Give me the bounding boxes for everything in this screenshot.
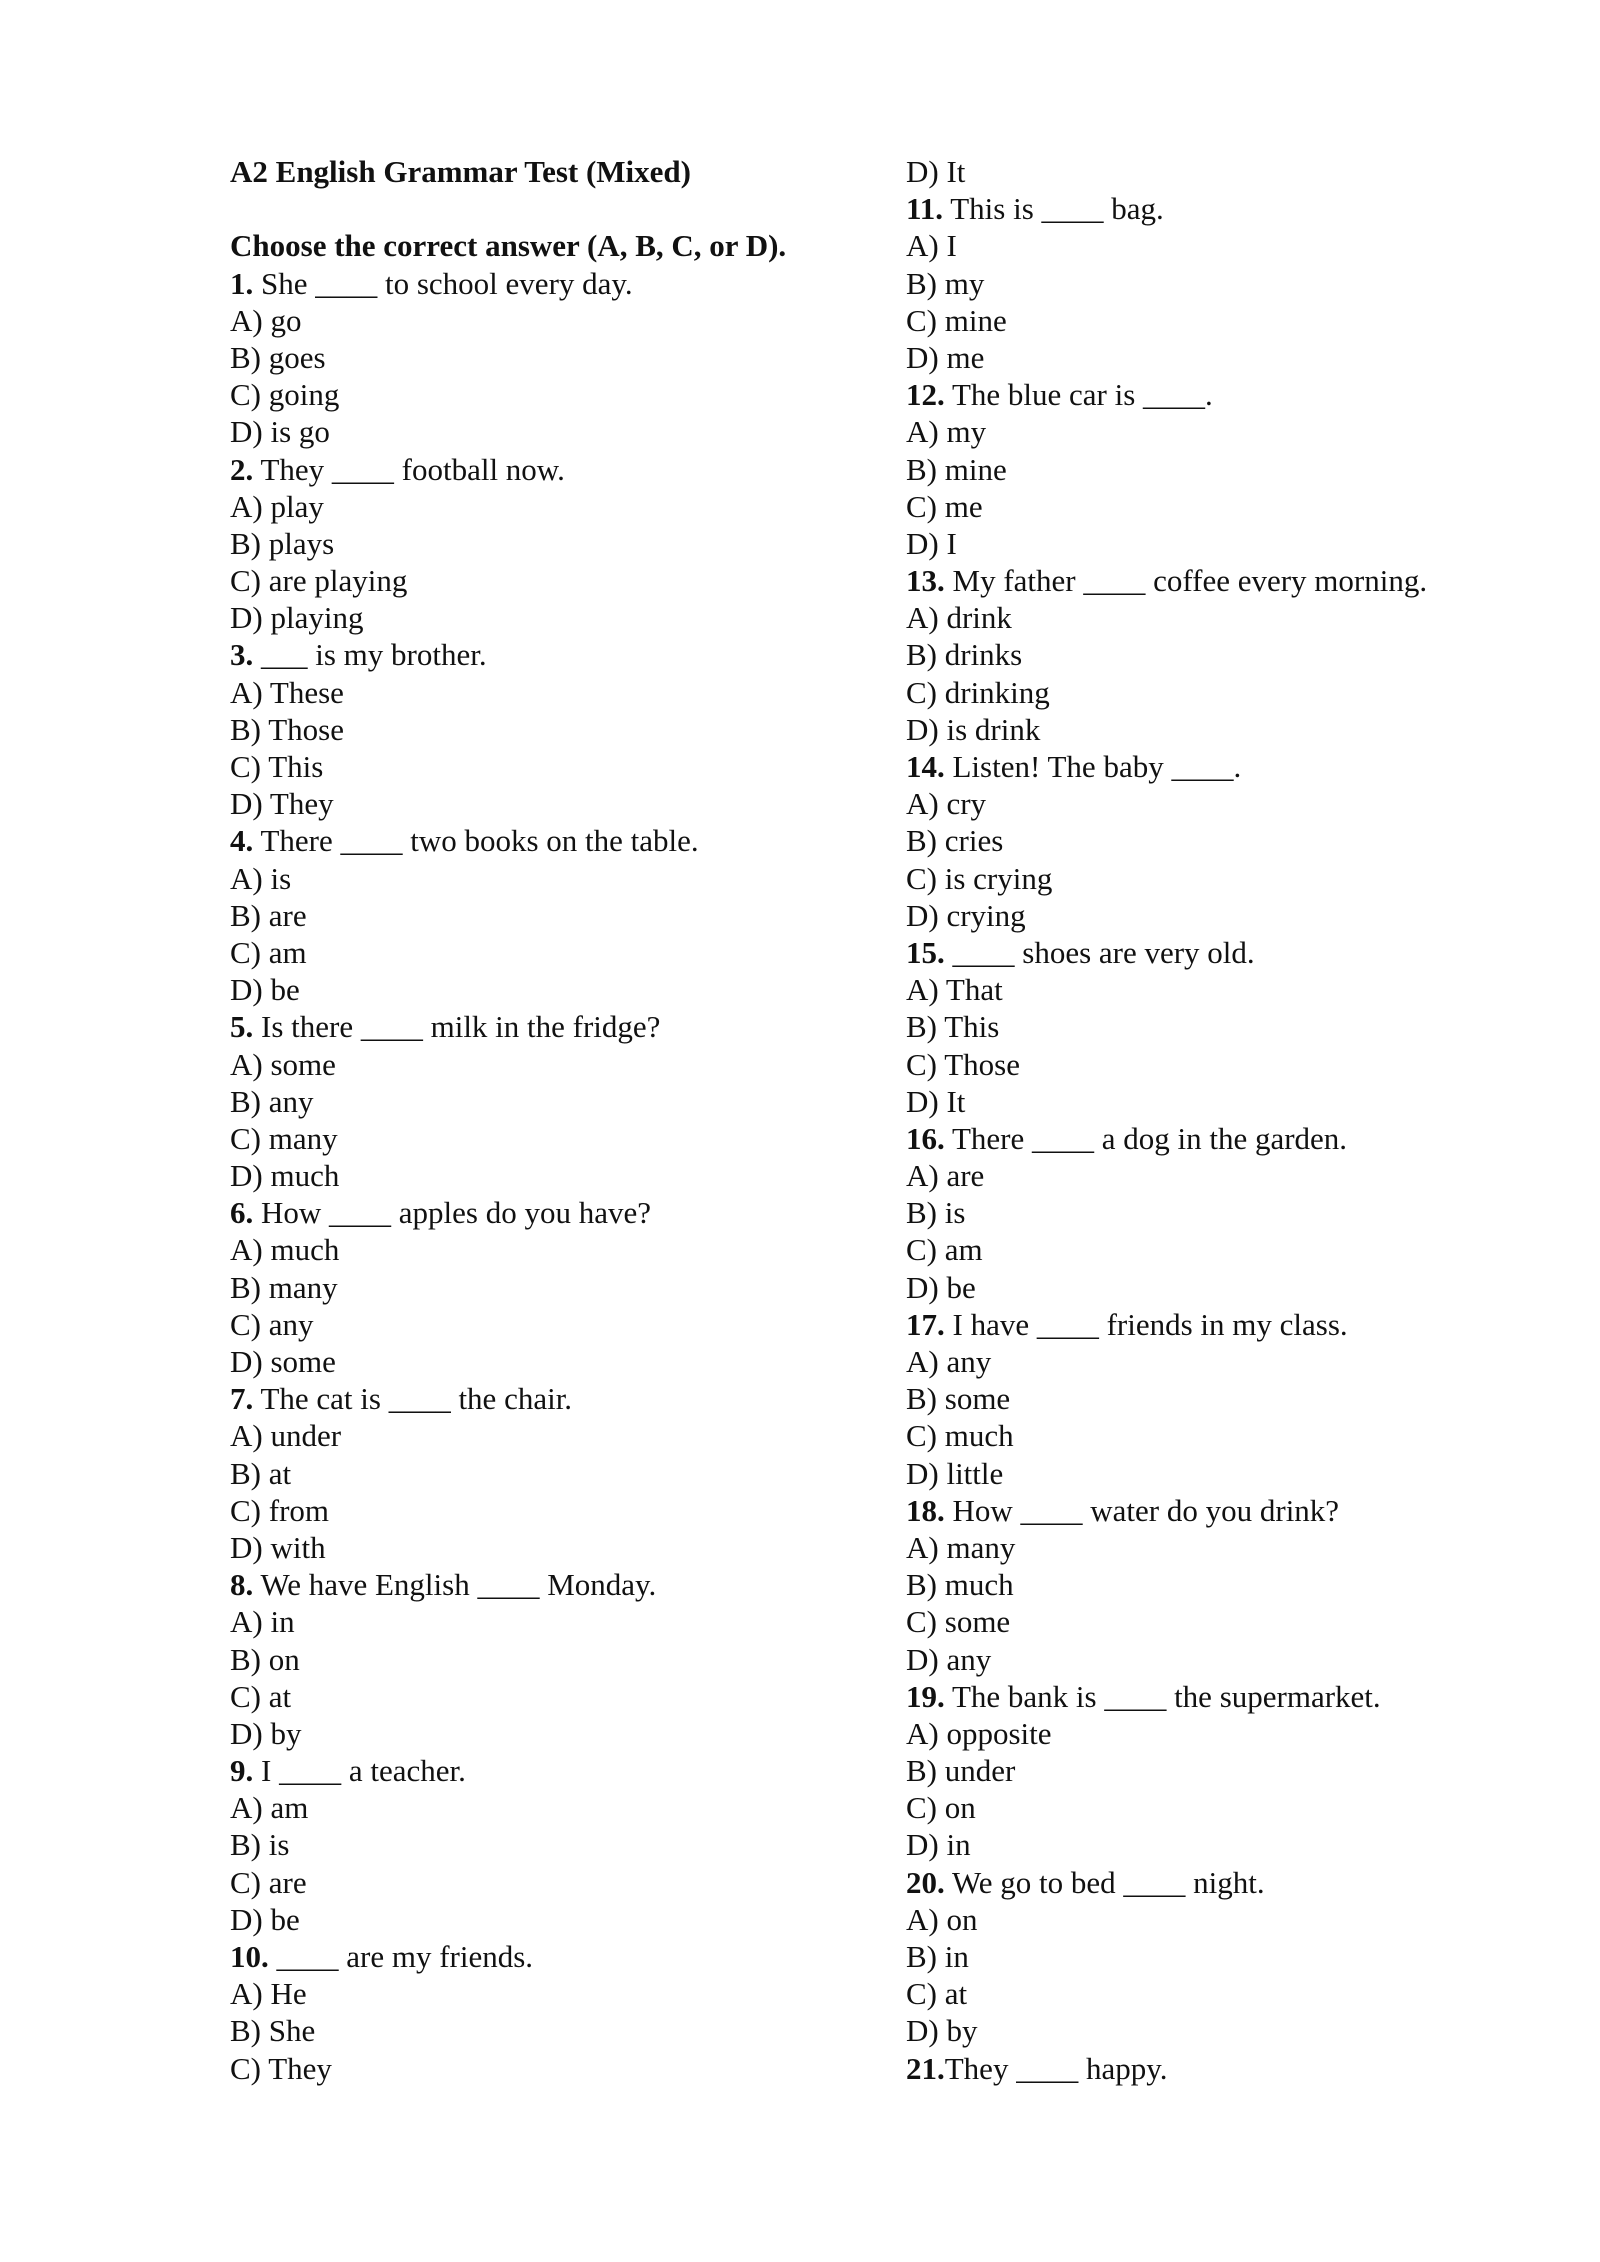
answer-option: C) going [230,377,340,413]
answer-option: C) is crying [906,860,1053,896]
answer-option: B) goes [230,339,326,375]
question-stem: I have ____ friends in my class. [944,1306,1348,1342]
question-stem: How ____ apples do you have? [253,1195,651,1231]
question-text [906,1678,1526,1715]
answer-option: B) on [230,1641,300,1677]
question-number: 17. [906,1306,945,1342]
answer-option: A) play [230,488,324,524]
question-text [230,265,870,302]
question-stem: ____ are my friends. [268,1939,534,1974]
left-column [230,153,870,2087]
question-stem: The blue car is ____. [944,377,1213,413]
question-text [230,822,870,859]
question-text [906,748,1526,785]
answer-option: A) I [906,228,957,264]
answer-option: D) in [906,1827,971,1863]
question-number: 19. [906,1678,945,1714]
answer-option: C) am [906,1232,983,1268]
answer-option: B) any [230,1083,314,1119]
answer-option: A) many [906,1529,1016,1565]
question-number: 3. [230,637,254,673]
answer-option: A) are [906,1158,985,1194]
blank-line [230,190,870,227]
question-stem: There ____ two books on the table. [253,823,699,859]
answer-option: A) am [230,1790,309,1826]
question-text [230,1008,870,1045]
answer-option: D) me [906,339,985,375]
answer-option: B) my [906,265,985,301]
question-number: 9. [230,1753,254,1789]
answer-option: A) That [906,972,1003,1008]
answer-option: B) This [906,1009,1000,1045]
page-title: A2 English Grammar Test (Mixed) [230,154,691,189]
question-text [230,1752,870,1789]
answer-option: C) some [906,1604,1011,1640]
answer-option: B) under [906,1753,1016,1789]
answer-option: A) in [230,1604,295,1640]
question-text [906,1864,1526,1901]
answer-option: D) be [906,1269,976,1305]
question-text [906,1492,1526,1529]
question-stem: We go to bed ____ night. [944,1864,1265,1900]
answer-option: D) much [230,1158,340,1194]
question-number: 15. [906,934,945,970]
answer-option: A) drink [906,600,1012,636]
question-text [230,1566,870,1603]
answer-option: A) go [230,302,302,338]
question-stem: I ____ a teacher. [253,1753,466,1789]
answer-option: B) in [906,1939,969,1974]
question-stem: We have English ____ Monday. [253,1567,657,1603]
answer-option: B) Those [230,711,344,747]
question-number: 6. [230,1195,254,1231]
answer-option: B) drinks [906,637,1023,673]
answer-option: D) is go [230,414,330,450]
answer-option: B) some [906,1381,1011,1417]
question-text [906,1120,1526,1157]
answer-option: C) mine [906,302,1007,338]
question-text [230,1194,870,1231]
answer-option: D) some [230,1344,336,1379]
answer-option: A) my [906,414,987,450]
answer-option: A) opposite [906,1715,1052,1751]
question-number: 14. [906,749,945,784]
answer-option: A) These [230,674,344,710]
question-stem: How ____ water do you drink? [944,1492,1340,1528]
question-stem: My father ____ coffee every morning. [944,563,1428,599]
answer-option: D) It [906,1083,966,1119]
answer-option: C) me [906,488,983,524]
answer-option: B) cries [906,823,1004,859]
question-stem: The bank is ____ the supermarket. [944,1678,1381,1714]
question-stem: This is ____ bag. [943,191,1164,227]
question-text [230,451,870,488]
answer-option: C) at [230,1678,292,1714]
question-stem: Listen! The baby ____. [944,749,1242,784]
question-number: 7. [230,1381,254,1417]
answer-option: C) are playing [230,563,408,599]
question-text [906,2050,1526,2087]
answer-option: C) from [230,1492,330,1528]
question-number: 12. [906,377,945,413]
question-stem: They ____ happy. [944,2050,1168,2086]
question-number: 16. [906,1120,945,1156]
question-text [230,1938,870,1975]
left-question-list [230,265,870,2087]
answer-option: B) is [230,1827,290,1863]
question-text [906,562,1526,599]
question-number: 8. [230,1567,254,1603]
answer-option: C) any [230,1306,314,1342]
instructions: Choose the correct answer (A, B, C, or D). [230,228,787,264]
answer-option: C) much [906,1418,1014,1454]
question-stem: The cat is ____ the chair. [253,1381,573,1417]
answer-option: A) He [230,1976,307,2012]
question-stem: She ____ to school every day. [253,265,633,301]
right-column [906,153,1526,2087]
answer-option: A) is [230,860,292,896]
answer-option: A) on [906,1901,978,1937]
answer-option: D) playing [230,600,364,636]
answer-option: D) with [230,1529,326,1565]
question-stem: ___ is my brother. [253,637,487,673]
question-number: 20. [906,1864,945,1900]
question-number: 4. [230,823,254,859]
answer-option: A) much [230,1232,340,1268]
answer-option: D) be [230,972,300,1008]
answer-option: A) cry [906,786,987,822]
answer-option: C) Those [906,1046,1020,1082]
answer-option: C) are [230,1864,307,1900]
question-text [230,636,870,673]
question-number: 10. [230,1939,269,1974]
answer-option: D) It [906,154,966,189]
answer-option: A) under [230,1418,342,1454]
right-question-list [906,153,1526,2087]
answer-option: D) crying [906,897,1026,933]
answer-option: D) any [906,1641,992,1677]
question-stem: There ____ a dog in the garden. [944,1120,1348,1156]
answer-option: B) mine [906,451,1007,487]
answer-option: C) am [230,934,307,970]
answer-option: B) plays [230,525,335,561]
question-number: 13. [906,563,945,599]
answer-option: C) at [906,1976,968,2012]
answer-option: D) little [906,1455,1004,1491]
answer-option: C) many [230,1120,338,1156]
answer-option: C) This [230,749,324,784]
question-number: 5. [230,1009,254,1045]
answer-option: B) She [230,2013,316,2049]
answer-option: A) any [906,1344,992,1379]
question-text [906,190,1526,227]
answer-option: B) much [906,1567,1014,1603]
answer-option: D) is drink [906,711,1041,747]
answer-option: D) I [906,525,957,561]
question-stem: Is there ____ milk in the fridge? [253,1009,661,1045]
question-number: 21. [906,2050,945,2086]
question-text [906,376,1526,413]
answer-option: B) is [906,1195,966,1231]
answer-option: C) drinking [906,674,1050,710]
question-number: 2. [230,451,254,487]
answer-option: D) by [906,2013,978,2049]
question-text [906,1306,1526,1343]
answer-option: D) be [230,1901,300,1937]
answer-option: D) by [230,1715,302,1751]
question-stem: ____ shoes are very old. [944,934,1255,970]
answer-option: D) They [230,786,334,822]
question-stem: They ____ football now. [253,451,565,487]
question-text [906,934,1526,971]
answer-option: B) at [230,1455,292,1491]
answer-option: A) some [230,1046,336,1082]
answer-option: C) on [906,1790,976,1826]
answer-option: B) are [230,897,307,933]
question-number: 11. [906,191,944,227]
question-number: 1. [230,265,254,301]
answer-option: B) many [230,1269,338,1305]
question-text [230,1380,870,1417]
question-number: 18. [906,1492,945,1528]
answer-option: C) They [230,2050,332,2086]
